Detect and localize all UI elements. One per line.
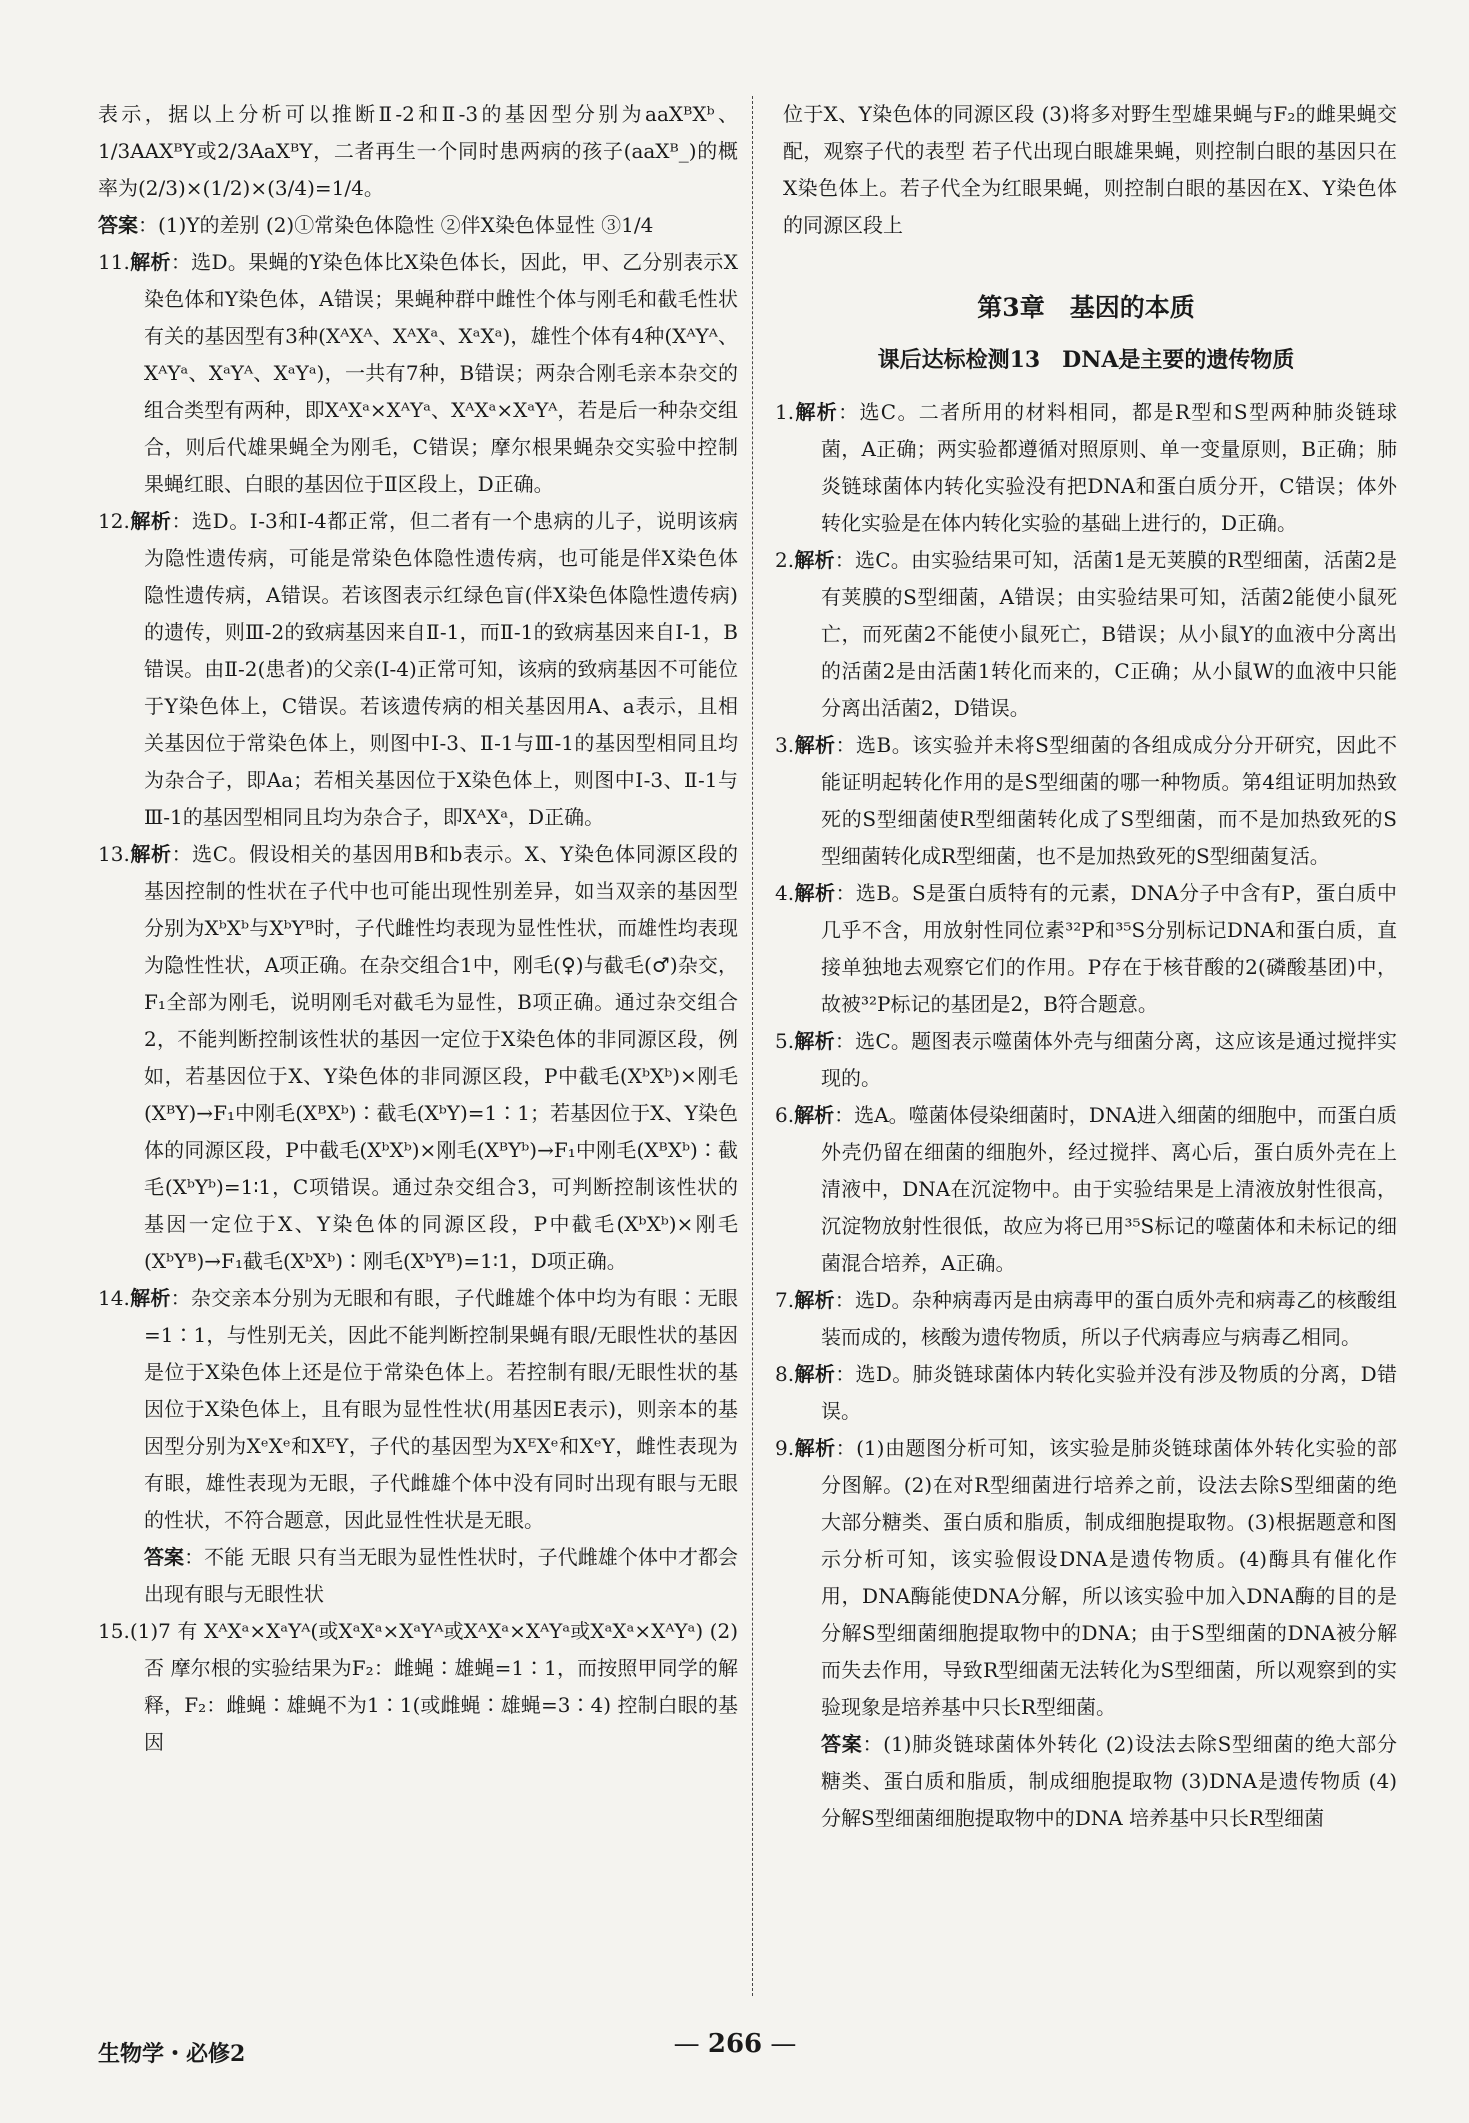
item-11 [98, 244, 738, 503]
item-label: 解析 [129, 509, 172, 533]
item-15 [98, 1613, 738, 1761]
answer-label: 答案 [821, 1732, 863, 1756]
item-2 [775, 542, 1397, 727]
item-text: ：选C。假设相关的基因用B和b表示。X、Y染色体同源区段的基因控制的性状在子代中也可能出现性别差异，如当双亲的基因型分别为XᵇXᵇ与XᵇYᴮ时，子代雌性均表现为显性性状，而雄性均表现为隐性性状，A项正确。在杂交组合1中，刚毛(♀)与截毛(♂)杂交，F₁全部为刚毛，说明刚毛对截毛为显性，B项正确。通过杂交组合2，不能判断控制该性状的基因一定位于X染色体的非同源区段，例如，若基因位于X、Y染色体的非同源区段，P中截毛(XᵇXᵇ)×刚毛(XᴮY)→F₁中刚毛(XᴮXᵇ)∶截毛(XᵇY)=1∶1；若基因位于X、Y染色体的同源区段，P中截毛(XᵇXᵇ)×刚毛(XᴮYᵇ)→F₁中刚毛(XᴮXᵇ)∶截毛(XᵇYᵇ)=1∶1，C项错误。通过杂交组合3，可判断控制该性状的基因一定位于X、Y染色体的同源区段，P中截毛(XᵇXᵇ)×刚毛(XᵇYᴮ)→F₁截毛(XᵇXᵇ)∶刚毛(XᵇYᴮ)=1∶1，D项正确。 [144, 842, 739, 1273]
item-text: ：选C。题图表示噬菌体外壳与细菌分离，这应该是通过搅拌实现的。 [821, 1029, 1397, 1090]
item-text: ：选A。噬菌体侵染细菌时，DNA进入细菌的细胞中，而蛋白质外壳仍留在细菌的细胞外，经过搅拌、离心后，蛋白质外壳在上清液中，DNA在沉淀物中。由于实验结果是上清液放射性很高，沉淀物放射性很低，故应为将已用³⁵S标记的噬菌体和未标记的细菌混合培养，A正确。 [821, 1103, 1398, 1275]
answer-text: ：(1)肺炎链球菌体外转化 (2)设法去除S型细菌的绝大部分糖类、蛋白质和脂质，制成细胞提取物 (3)DNA是遗传物质 (4)分解S型细菌细胞提取物中的DNA 培养基中只长R型细菌 [821, 1732, 1398, 1830]
item-text: (1)7 有 XᴬXᵃ×XᵃYᴬ(或XᵃXᵃ×XᵃYᴬ或XᴬXᵃ×XᴬYᵃ或XᵃXᵃ×XᴬYᵃ) (2)否 摩尔根的实验结果为F₂：雌蝇∶雄蝇=1∶1，而按照甲同学的解释，F₂：雌蝇∶雄蝇不为1∶1(或雌蝇∶雄蝇=3∶4) 控制白眼的基因 [129, 1619, 738, 1754]
item-text: ：选B。该实验并未将S型细菌的各组成成分分开研究，因此不能证明起转化作用的是S型细菌的哪一种物质。第4组证明加热致死的S型细菌使R型细菌转化成了S型细菌，而不是加热致死的S型细菌转化成R型细菌，也不是加热致死的S型细菌复活。 [821, 733, 1397, 868]
page-dash-left: — [673, 2029, 708, 2059]
section-title: 课后达标检测13 DNA是主要的遗传物质 [877, 347, 1295, 373]
item-number: 15. [98, 1619, 130, 1643]
item-text: ：选D。杂种病毒丙是由病毒甲的蛋白质外壳和病毒乙的核酸组装而成的，核酸为遗传物质，所以子代病毒应与病毒乙相同。 [821, 1288, 1397, 1349]
item-label: 解析 [794, 1436, 836, 1460]
page-dash-right: — [762, 2029, 797, 2059]
chapter-title: 第3章 基因的本质 [977, 293, 1195, 322]
left-intro: 表示，据以上分析可以推断Ⅱ-2和Ⅱ-3的基因型分别为aaXᴮXᵇ、1/3AAXᴮY或2/3AaXᴮY，二者再生一个同时患两病的孩子(aaXᴮ_)的概率为(2/3)×(1/2)×(3/4)=1/4。 [98, 102, 738, 200]
answer-9 [775, 1726, 1397, 1837]
item-text: ：选B。S是蛋白质特有的元素，DNA分子中含有P，蛋白质中几乎不含，用放射性同位素³²P和³⁵S分别标记DNA和蛋白质，直接单独地去观察它们的作用。P存在于核苷酸的2(磷酸基团)中，故被³²P标记的基团是2，B符合题意。 [821, 881, 1397, 1016]
item-number: 4. [775, 881, 795, 905]
book-title: 生物学・必修2 [98, 2041, 246, 2067]
item-number: 9. [775, 1436, 795, 1460]
item-number: 13. [98, 842, 130, 866]
item-text: ：选D。肺炎链球菌体内转化实验并没有涉及物质的分离，D错误。 [821, 1362, 1398, 1423]
item-number: 1. [775, 400, 795, 424]
item-text: ：选D。果蝇的Y染色体比X染色体长，因此，甲、乙分别表示X染色体和Y染色体，A错误；果蝇种群中雌性个体与刚毛和截毛性状有关的基因型有3种(XᴬXᴬ、XᴬXᵃ、XᵃXᵃ)，雄性个体有4种(XᴬYᴬ、XᴬYᵃ、XᵃYᴬ、XᵃYᵃ)，一共有7种，B错误；两杂合刚毛亲本杂交的组合类型有两种，即XᴬXᵃ×XᴬYᵃ、XᴬXᵃ×XᵃYᴬ，若是后一种杂交组合，则后代雄果蝇全为刚毛，C错误；摩尔根果蝇杂交实验中控制果蝇红眼、白眼的基因位于Ⅱ区段上，D正确。 [144, 250, 738, 496]
right-column [775, 96, 1397, 1837]
page-number-block [640, 2026, 830, 2063]
item-number: 14. [98, 1286, 130, 1310]
item-label: 解析 [794, 1103, 835, 1127]
item-13 [98, 836, 738, 1280]
right-intro: 位于X、Y染色体的同源区段 (3)将多对野生型雄果蝇与F₂的雌果蝇交配，观察子代的表型 若子代出现白眼雄果蝇，则控制白眼的基因只在X染色体上。若子代全为红眼果蝇，则控制白眼的基因在X、Y染色体的同源区段上 [783, 102, 1397, 237]
item-text: ：选C。二者所用的材料相同，都是R型和S型两种肺炎链球菌，A正确；两实验都遵循对照原则、单一变量原则，B正确；肺炎链球菌体内转化实验没有把DNA和蛋白质分开，C错误；体外转化实验是在体内转化实验的基础上进行的，D正确。 [821, 400, 1398, 535]
item-label: 解析 [794, 1029, 835, 1053]
item-5 [775, 1023, 1397, 1097]
item-12 [98, 503, 738, 836]
item-label: 解析 [794, 400, 839, 424]
item-text: ：选C。由实验结果可知，活菌1是无荚膜的R型细菌，活菌2是有荚膜的S型细菌，A错误；由实验结果可知，活菌2能使小鼠死亡，而死菌2不能使小鼠死亡，B错误；从小鼠Y的血液中分离出的活菌2是由活菌1转化而来的，C正确；从小鼠W的血液中只能分离出活菌2，D错误。 [821, 548, 1397, 720]
item-4 [775, 875, 1397, 1023]
item-label: 解析 [794, 1288, 835, 1312]
item-number: 6. [775, 1103, 795, 1127]
item-1 [775, 394, 1397, 542]
item-label: 解析 [129, 250, 171, 274]
item-label: 解析 [794, 733, 836, 757]
answer-text: ：(1)Y的差别 (2)①常染色体隐性 ②伴X染色体显性 ③1/4 [138, 213, 654, 237]
item-label: 解析 [794, 1362, 836, 1386]
left-column [98, 96, 738, 1761]
item-3 [775, 727, 1397, 875]
item-text: ：选D。Ⅰ-3和Ⅰ-4都正常，但二者有一个患病的儿子，说明该病为隐性遗传病，可能是常染色体隐性遗传病，也可能是伴X染色体隐性遗传病，A错误。若该图表示红绿色盲(伴X染色体隐性遗传病)的遗传，则Ⅲ-2的致病基因来自Ⅱ-1，而Ⅱ-1的致病基因来自Ⅰ-1，B错误。由Ⅱ-2(患者)的父亲(Ⅰ-4)正常可知，该病的致病基因不可能位于Y染色体上，C错误。若该遗传病的相关基因用A、a表示，且相关基因位于常染色体上，则图中Ⅰ-3、Ⅱ-1与Ⅲ-1的基因型相同且均为杂合子，即Aa；若相关基因位于X染色体上，则图中Ⅰ-3、Ⅱ-1与Ⅲ-1的基因型相同且均为杂合子，即XᴬXᵃ，D正确。 [144, 509, 738, 829]
item-number: 11. [98, 250, 130, 274]
answer-14 [98, 1539, 738, 1613]
page-number: 266 [707, 2029, 763, 2059]
item-number: 8. [775, 1362, 795, 1386]
item-text: ：杂交亲本分别为无眼和有眼，子代雌雄个体中均为有眼∶无眼=1∶1，与性别无关，因此不能判断控制果蝇有眼/无眼性状的基因是位于X染色体上还是位于常染色体上。若控制有眼/无眼性状的基因位于X染色体上，且有眼为显性性状(用基因E表示)，则亲本的基因型分别为XᵉXᵉ和XᴱY，子代的基因型为XᴱXᵉ和XᵉY，雌性表现为有眼，雄性表现为无眼，子代雌雄个体中没有同时出现有眼与无眼的性状，不符合题意，因此显性性状是无眼。 [144, 1286, 739, 1532]
item-number: 7. [775, 1288, 795, 1312]
item-number: 12. [98, 509, 130, 533]
column-divider [752, 96, 753, 1996]
item-6 [775, 1097, 1397, 1282]
item-number: 2. [775, 548, 795, 572]
item-label: 解析 [129, 1286, 171, 1310]
item-text: ：(1)由题图分析可知，该实验是肺炎链球菌体外转化实验的部分图解。(2)在对R型细菌进行培养之前，设法去除S型细菌的绝大部分糖类、蛋白质和脂质，制成细胞提取物。(3)根据题意和图示分析可知，该实验假设DNA是遗传物质。(4)酶具有催化作用，DNA酶能使DNA分解，所以该实验中加入DNA酶的目的是分解S型细菌细胞提取物中的DNA；由于S型细菌的DNA被分解而失去作用，导致R型细菌无法转化为S型细菌，所以观察到的实验现象是培养基中只长R型细菌。 [821, 1436, 1397, 1719]
item-label: 解析 [794, 548, 835, 572]
answer-text: ：不能 无眼 只有当无眼为显性性状时，子代雌雄个体中才都会出现有眼与无眼性状 [144, 1545, 739, 1606]
answer-label: 答案 [144, 1545, 185, 1569]
item-number: 5. [775, 1029, 795, 1053]
item-14 [98, 1280, 738, 1539]
item-label: 解析 [794, 881, 836, 905]
item-7 [775, 1282, 1397, 1356]
item-9 [775, 1430, 1397, 1726]
item-label: 解析 [129, 842, 172, 866]
answer-label: 答案 [98, 213, 138, 237]
item-number: 3. [775, 733, 795, 757]
item-8 [775, 1356, 1397, 1430]
answer-10 [98, 207, 738, 244]
